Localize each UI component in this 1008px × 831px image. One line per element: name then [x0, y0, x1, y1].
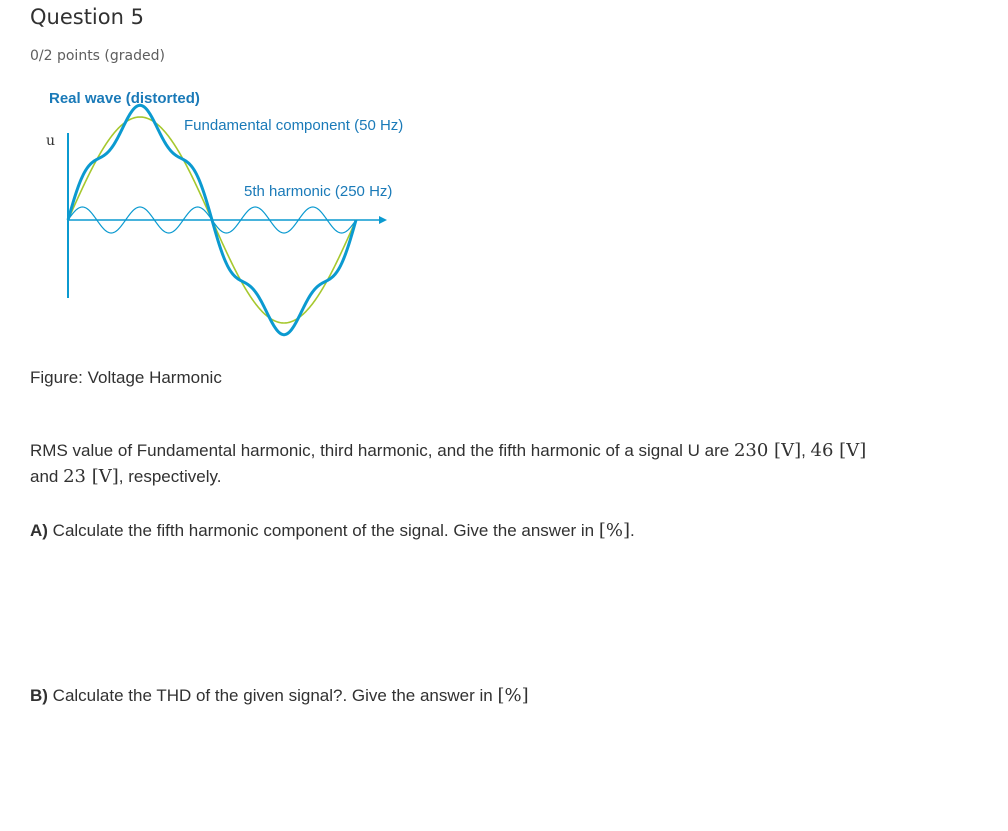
fifth-harmonic-label: 5th harmonic (250 Hz) — [244, 183, 393, 200]
part-a-unit: [%] — [598, 520, 631, 541]
part-b-unit: [%] — [497, 685, 529, 706]
points-status: 0/2 points (graded) — [30, 48, 165, 64]
part-b-text: Calculate the THD of the given signal?. Give the answer in — [47, 686, 498, 705]
rms-statement — [30, 438, 975, 490]
rms-text-intro: RMS value of Fundamental harmonic, third harmonic, and the fifth harmonic of a signal U are — [30, 441, 734, 460]
part-a-label: A) — [30, 521, 48, 540]
part-a-end: . — [630, 521, 635, 540]
part-b-question — [30, 683, 975, 709]
rms-and: and — [30, 467, 64, 486]
part-a-text: Calculate the fifth harmonic component of the signal. Give the answer in — [47, 521, 599, 540]
rms-text-end: , respectively. — [118, 467, 222, 486]
rms-third-value: 46 [V] — [810, 440, 867, 461]
question-title: Question 5 — [30, 5, 144, 29]
figure-caption: Figure: Voltage Harmonic — [30, 368, 222, 387]
rms-fundamental-value: 230 [V] — [733, 440, 802, 461]
rms-separator: , — [801, 441, 811, 460]
rms-fifth-value: 23 [V] — [63, 466, 119, 487]
real-wave-label: Real wave (distorted) — [49, 90, 200, 107]
fundamental-label: Fundamental component (50 Hz) — [184, 117, 404, 134]
part-a-question — [30, 518, 975, 544]
axis-u-label: u — [46, 133, 56, 149]
x-axis-arrow-icon — [379, 216, 387, 224]
voltage-harmonic-figure — [30, 85, 500, 345]
part-b-label: B) — [30, 686, 48, 705]
